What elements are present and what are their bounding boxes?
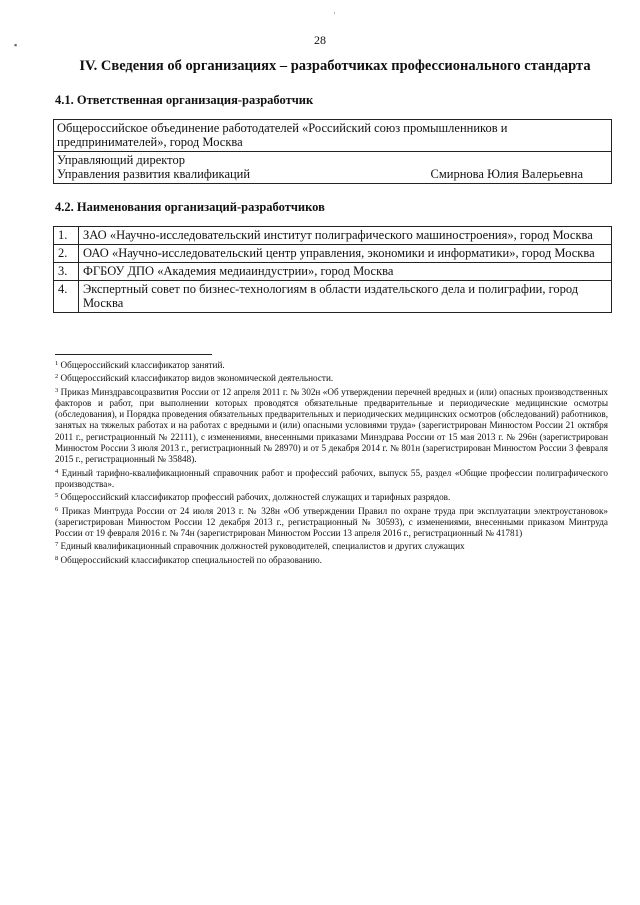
org-name: Экспертный совет по бизнес-технологиям в области издательского дела и полиграфии, город Москва [79,281,612,313]
table-row [54,281,612,313]
person-name: Смирнова Юлия Валерьевна [430,167,583,181]
department-name: Управления развития квалификаций [57,167,251,181]
developer-orgs-table [53,226,612,313]
footnote-mark: 1 [55,360,59,367]
footnote-text: Общероссийский классификатор видов экономической деятельности. [60,373,334,384]
footnote [55,371,608,384]
footnote [55,539,608,552]
footnote-mark: 7 [55,541,59,549]
org-name: ФГБОУ ДПО «Академия медиаиндустрии», город Москва [79,263,612,281]
footnote-mark: 8 [55,554,59,562]
footnote-mark: 4 [55,467,59,475]
footnote-text: Общероссийский классификатор занятий. [60,360,225,370]
footnote-mark: 5 [55,492,59,500]
scan-speck: ▪ [14,40,18,50]
row-number: 1. [54,227,79,245]
table-row [54,263,612,281]
footnote-mark: 6 [55,505,59,513]
page-number: 28 [314,33,326,47]
footnote-text: Общероссийский классификатор профессий рабочих, должностей служащих и тарифных разрядов. [60,492,451,503]
footnote [55,490,608,503]
footnote-mark: 2 [55,373,59,381]
footnote [55,385,608,466]
footnote [55,504,608,540]
subsection-title-developers: 4.2. Наименования организаций-разработчиков [55,200,325,214]
row-number: 2. [54,245,79,263]
table-row [54,245,612,263]
row-number: 3. [54,263,79,281]
responsible-person-cell [54,152,612,184]
footnote-text: Единый тарифно-квалификационный справочник работ и профессий рабочих, выпуск 55, раздел «Общие профессии полиграфического производства». [55,467,609,489]
footnote-divider [55,354,212,355]
org-name: ОАО «Научно-исследовательский центр управления, экономики и информатики», город Москва [79,245,612,263]
footnote-text: Общероссийский классификатор специальностей по образованию. [60,554,322,565]
footnotes [55,358,608,566]
table-row [54,227,612,245]
scan-speck: · [333,8,336,18]
footnote [55,553,608,566]
footnote-mark: 3 [55,386,59,394]
responsible-org-cell: Общероссийское объединение работодателей «Российский союз промышленников и предпринимателей», город Москва [54,120,612,152]
footnote-text: Единый квалификационный справочник должностей руководителей, специалистов и других служащих [60,541,465,552]
footnote-text: Приказ Минтруда России от 24 июля 2013 г. № 328н «Об утверждении Правил по охране труда при эксплуатации электроустановок» (зарегистрирован Минюстом России 12 декабря 2013 г., регистрационный № 30593), с изменениями, внесенными приказом Минтруда России от 19 февраля 2016 г. № 74н (зарегистрирован Минюстом России 13 апреля 2016 г., регистрационный № 41781) [55,505,608,539]
org-name: ЗАО «Научно-исследовательский институт полиграфического машиностроения», город Москва [79,227,612,245]
footnote-text: Приказ Минздравсоцразвития России от 12 апреля 2011 г. № 302н «Об утверждении перечней вредных и (или) опасных производственных факторов и работ, при выполнении которых проводятся обязательные предварительные и периодические медицинские осмотры (обследования), и Порядка проведения обязательных предварительных и периодических медицинских осмотров (обследований) работников, занятых на тяжелых работах и на работах с вредными и (или) опасными условиями труда» (зарегистрирован Минюстом России 21 октября 2011 г., регистрационный № 22111), с изменениями, внесенными приказами Минздрава России от 15 мая 2013 г. № 296н (зарегистрирован Минюстом России 3 июля 2013 г., регистрационный № 28970) и от 5 декабря 2014 г. № 801н (зарегистрирован Минюстом России 3 февраля 2015 г., регистрационный № 35848). [55,386,608,465]
footnote [55,466,608,491]
position-title: Управляющий директор [57,153,185,167]
footnote [55,358,608,371]
row-number: 4. [54,281,79,313]
responsible-org-table [53,119,612,184]
subsection-title-responsible: 4.1. Ответственная организация-разработчик [55,93,314,107]
section-title: IV. Сведения об организациях – разработчиках профессионального стандарта [79,58,591,74]
